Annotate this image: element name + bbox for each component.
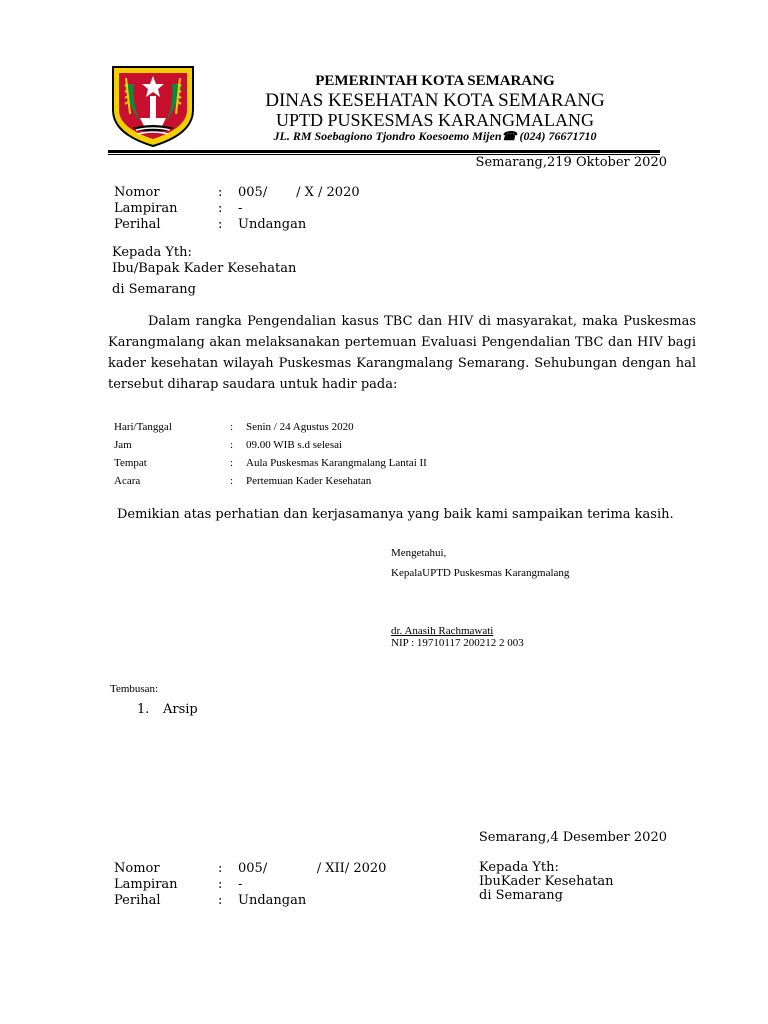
meta-value: 005/ / X / 2020 (238, 185, 360, 200)
cc-text: Arsip (163, 702, 198, 717)
detail-value: Pertemuan Kader Kesehatan (246, 475, 372, 487)
signature-acknowledged: Mengetahui, (391, 547, 447, 559)
meta-value: Undangan (238, 217, 307, 232)
letter-meta-2 (114, 861, 386, 909)
meta-value: - (238, 201, 243, 216)
meta-row (114, 861, 386, 877)
signature-nip: NIP : 19710117 200212 2 003 (391, 637, 524, 649)
meta-row (114, 201, 360, 217)
city-emblem (110, 64, 196, 148)
meta-colon: : (218, 201, 223, 216)
recipient-greeting: Kepada Yth: (479, 860, 559, 875)
recipient-place: di Semarang (479, 888, 563, 903)
meta-colon: : (218, 185, 223, 200)
meta-colon: : (218, 217, 223, 232)
detail-colon: : (230, 457, 234, 469)
detail-label: Acara (114, 475, 141, 487)
detail-value: 09.00 WIB s.d selesai (246, 439, 343, 451)
detail-colon: : (230, 421, 234, 433)
meta-colon: : (218, 877, 223, 892)
letterhead-government: PEMERINTAH KOTA SEMARANG (315, 73, 555, 89)
letterhead-phone: (024) 76671710 (519, 129, 597, 143)
letter-meta (114, 185, 360, 233)
place-date-2: Semarang,4 Desember 2020 (478, 830, 667, 845)
semarang-emblem-icon (110, 64, 196, 148)
meta-label: Perihal (114, 893, 161, 908)
letterhead-address: JL. RM Soebagiono Tjondro Koesoemo Mijen (273, 129, 502, 143)
meta-label: Nomor (114, 861, 160, 876)
place-date: Semarang,219 Oktober 2020 (475, 155, 667, 170)
body-paragraph: Dalam rangka Pengendalian kasus TBC dan HIV di masyarakat, maka Puskesmas Karangmalang akan melaksanakan pertemuan Evaluasi Pengendalian TBC dan HIV bagi kader kesehatan wilayah Puskesmas Karangmalang Semarang. Sehubungan dengan hal tersebut diharap saudara untuk hadir pada: (108, 314, 696, 392)
meta-value: Undangan (238, 893, 307, 908)
recipient-block (112, 245, 296, 298)
meta-label: Perihal (114, 217, 161, 232)
recipient-block-2 (479, 861, 614, 903)
detail-row (114, 454, 427, 472)
meta-row (114, 877, 386, 893)
detail-label: Jam (114, 439, 132, 451)
meta-row (114, 893, 386, 909)
detail-value: Aula Puskesmas Karangmalang Lantai II (246, 457, 427, 469)
signature-name: dr. Anasih Rachmawati (391, 625, 494, 637)
detail-row (114, 472, 427, 490)
recipient-name: IbuKader Kesehatan (479, 874, 614, 889)
signature-position: KepalaUPTD Puskesmas Karangmalang (391, 567, 570, 579)
letterhead-unit: UPTD PUSKESMAS KARANGMALANG (275, 110, 595, 130)
letterhead-department: DINAS KESEHATAN KOTA SEMARANG (265, 90, 605, 111)
cc-number: 1. (137, 702, 150, 717)
event-details (114, 418, 427, 490)
meta-label: Nomor (114, 185, 160, 200)
cc-item (137, 702, 198, 717)
recipient-place: di Semarang (112, 282, 196, 297)
recipient-greeting: Kepada Yth: (112, 245, 192, 260)
recipient-name: Ibu/Bapak Kader Kesehatan (112, 261, 297, 276)
detail-colon: : (230, 475, 234, 487)
meta-value: - (238, 877, 243, 892)
detail-colon: : (230, 439, 234, 451)
cc-label: Tembusan: (110, 683, 159, 695)
letterhead-address-line (200, 129, 670, 144)
meta-value: 005/ / XII/ 2020 (238, 861, 387, 876)
detail-label: Hari/Tanggal (114, 421, 172, 433)
meta-row (114, 217, 360, 233)
meta-row (114, 185, 360, 201)
closing-sentence: Demikian atas perhatian dan kerjasamanya yang baik kami sampaikan terima kasih. (117, 507, 674, 522)
meta-label: Lampiran (114, 877, 178, 892)
signature-block (391, 547, 569, 649)
detail-label: Tempat (114, 457, 147, 469)
detail-value: Senin / 24 Agustus 2020 (246, 421, 354, 433)
phone-icon: ☎ (501, 129, 517, 143)
meta-label: Lampiran (114, 201, 178, 216)
detail-row (114, 418, 427, 436)
detail-row (114, 436, 427, 454)
meta-colon: : (218, 893, 223, 908)
meta-colon: : (218, 861, 223, 876)
letterhead-divider (108, 150, 660, 153)
